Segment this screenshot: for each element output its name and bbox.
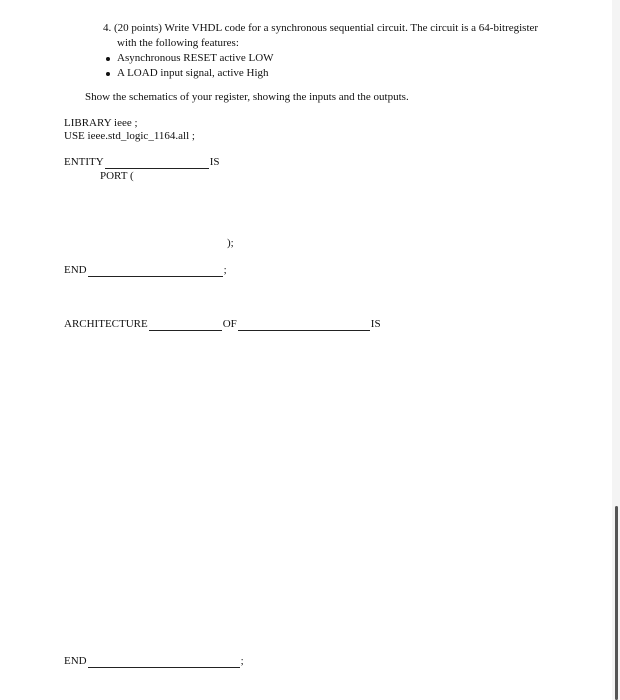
end-entity-blank[interactable] xyxy=(88,265,223,277)
entity-name-blank[interactable] xyxy=(105,157,209,169)
question-line-1: 4. (20 points) Write VHDL code for a synchronous sequential circuit. The circuit is a 64-bitregister xyxy=(103,22,539,34)
end-keyword: END xyxy=(64,655,87,667)
end-architecture-line xyxy=(64,655,244,668)
architecture-line xyxy=(64,318,381,331)
library-line: LIBRARY ieee ; xyxy=(64,117,138,129)
architecture-is-keyword: IS xyxy=(370,318,381,330)
end-architecture-blank[interactable] xyxy=(88,656,240,668)
of-keyword: OF xyxy=(222,318,237,330)
scrollbar-thumb[interactable] xyxy=(615,506,618,700)
architecture-entity-blank[interactable] xyxy=(238,319,370,331)
use-line: USE ieee.std_logic_1164.all ; xyxy=(64,130,195,142)
end-semicolon: ; xyxy=(240,655,244,667)
question-line-2: with the following features: xyxy=(117,37,239,49)
bullet-dot xyxy=(106,57,110,61)
instruction-text: Show the schematics of your register, showing the inputs and the outputs. xyxy=(85,91,409,103)
end-keyword: END xyxy=(64,264,87,276)
entity-is-keyword: IS xyxy=(209,156,220,168)
end-semicolon: ; xyxy=(223,264,227,276)
architecture-keyword: ARCHITECTURE xyxy=(64,318,148,330)
feature-bullet-reset: Asynchronous RESET active LOW xyxy=(117,52,274,64)
bullet-dot xyxy=(106,72,110,76)
architecture-name-blank[interactable] xyxy=(149,319,222,331)
end-entity-line xyxy=(64,264,227,277)
entity-keyword: ENTITY xyxy=(64,156,104,168)
feature-bullet-load: A LOAD input signal, active High xyxy=(117,67,269,79)
entity-line xyxy=(64,156,220,169)
port-close: ); xyxy=(227,237,234,249)
port-line: PORT ( xyxy=(100,170,134,182)
